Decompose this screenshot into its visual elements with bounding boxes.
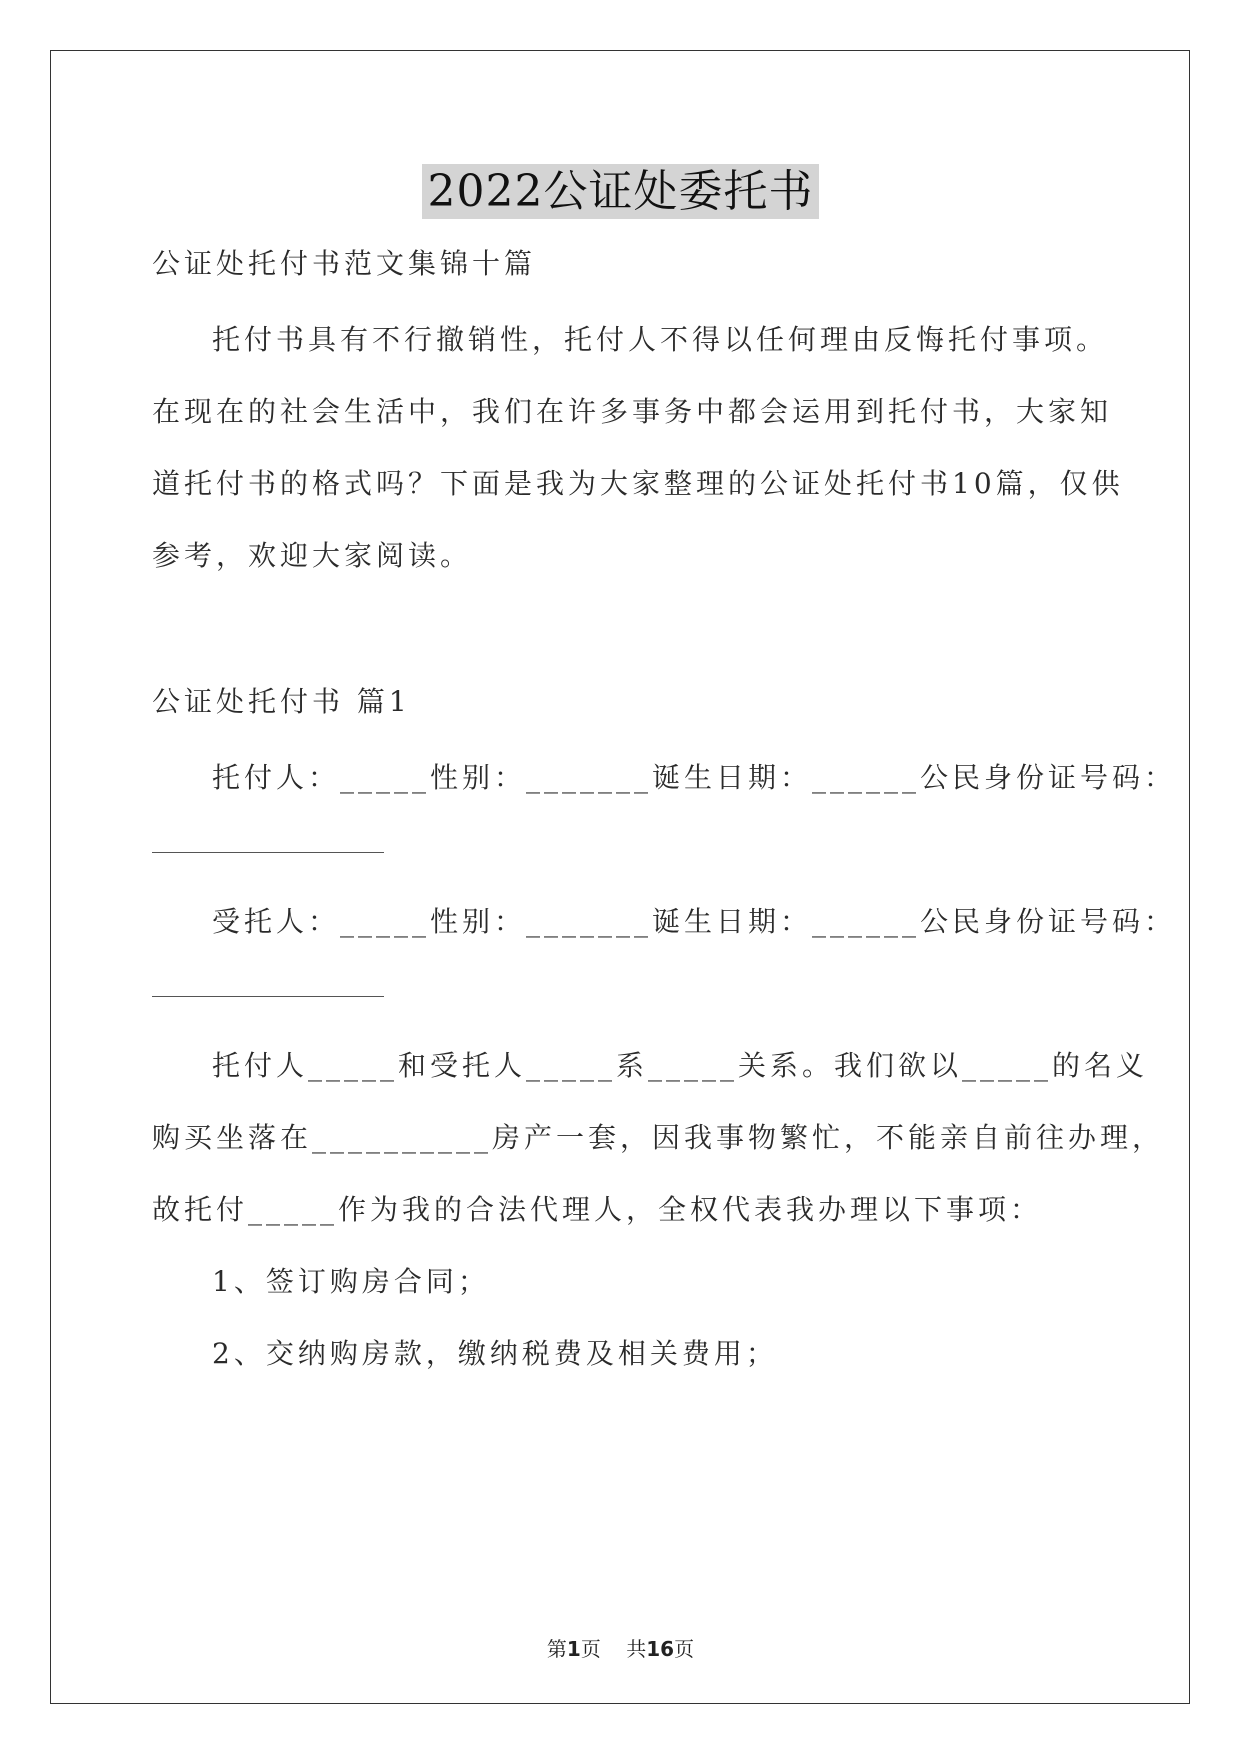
document-title — [0, 155, 1241, 219]
subtitle-line: 公证处托付书范文集锦十篇 — [152, 247, 537, 280]
page-footer — [0, 1633, 1241, 1662]
form-line-agent: 受托人：_____性别：_______诞生日期：______公民身份证号码： — [212, 905, 1177, 938]
body-line: 在现在的社会生活中，我们在许多事务中都会运用到托付书，大家知 — [152, 395, 1113, 428]
body-line: 托付人_____和受托人_____系_____关系。我们欲以_____的名义 — [212, 1049, 1149, 1082]
page-suffix: 页 — [674, 1637, 695, 1661]
blank-rule — [152, 996, 384, 997]
body-line: 购买坐落在__________房产一套，因我事物繁忙，不能亲自前往办理， — [152, 1121, 1165, 1154]
form-line-principal: 托付人：_____性别：_______诞生日期：______公民身份证号码： — [212, 761, 1177, 794]
blank-rule — [152, 852, 384, 853]
body-line: 托付书具有不行撤销性，托付人不得以任何理由反悔托付事项。 — [212, 323, 1109, 356]
page-prefix: 第 — [546, 1637, 567, 1661]
page-mid: 页 共 — [580, 1637, 647, 1661]
list-item: 2、交纳购房款，缴纳税费及相关费用； — [212, 1337, 778, 1370]
section-heading: 公证处托付书 篇1 — [152, 685, 411, 718]
page-current: 1 — [566, 1637, 581, 1661]
list-item: 1、签订购房合同； — [212, 1265, 490, 1298]
title-text: 2022公证处委托书 — [422, 164, 820, 219]
page-total: 16 — [646, 1637, 675, 1661]
body-line: 道托付书的格式吗？下面是我为大家整理的公证处托付书10篇，仅供 — [152, 467, 1124, 500]
body-line: 参考，欢迎大家阅读。 — [152, 539, 473, 572]
body-line: 故托付_____作为我的合法代理人，全权代表我办理以下事项： — [152, 1193, 1043, 1226]
page-border — [50, 50, 1190, 1704]
